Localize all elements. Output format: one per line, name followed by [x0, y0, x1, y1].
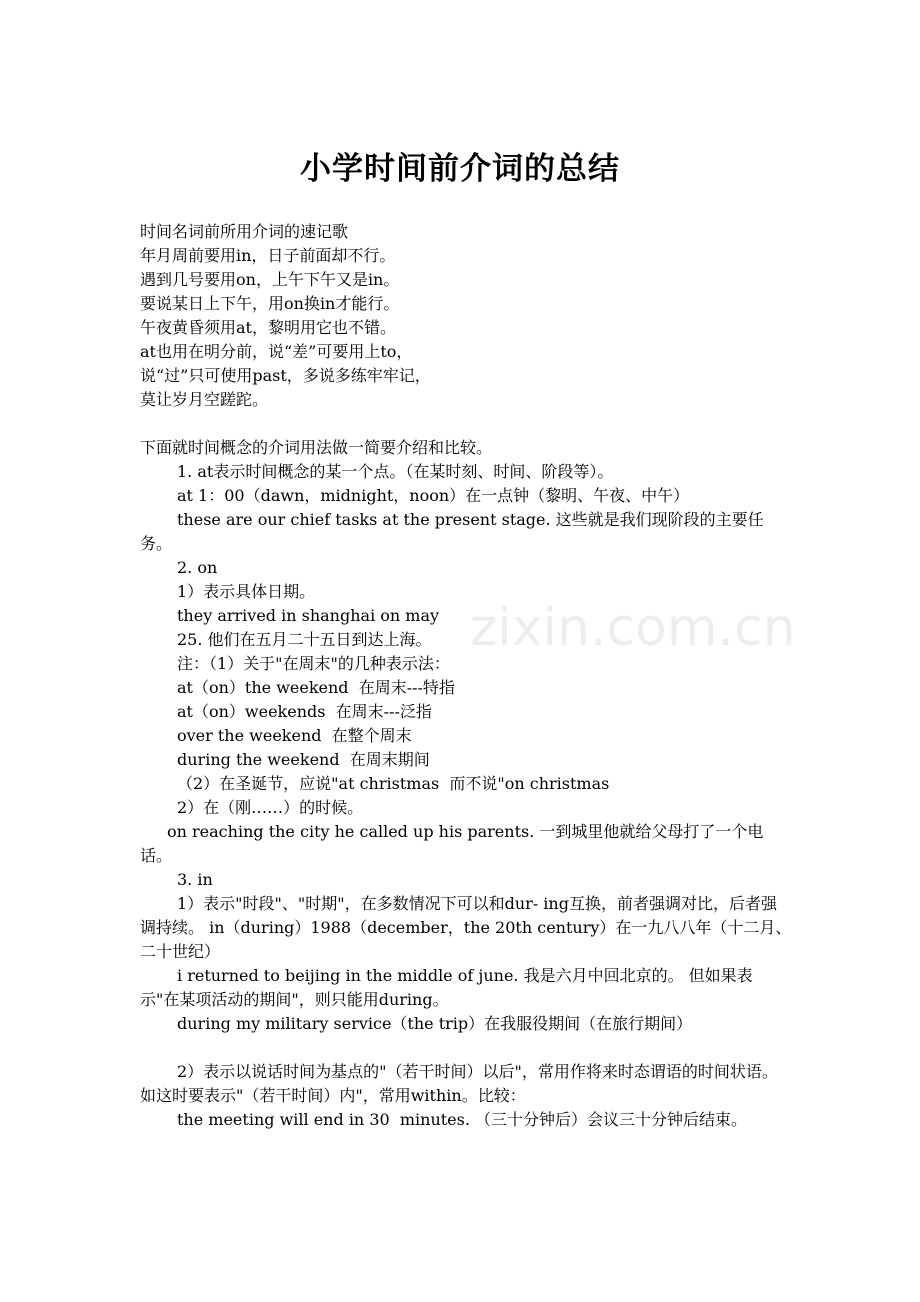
document-body: [140, 220, 792, 1132]
paragraph: 1）表示"时段"、"时期"，在多数情况下可以和dur- ing互换，前者强调对比，后者强调持续。 in（during）1988（december，the 20th century）在一九八八年（十二月、二十世纪）: [140, 894, 792, 961]
blank-line: [140, 412, 792, 436]
paragraph: at也用在明分前，说“差”可要用上to，: [140, 342, 413, 361]
paragraph: 注：（1）关于"在周末"的几种表示法：: [177, 654, 450, 673]
paragraph: 要说某日上下午，用on换in才能行。: [140, 294, 400, 313]
document-title: 小学时间前介词的总结: [300, 151, 620, 187]
paragraph: at 1：00（dawn，midnight，noon）在一点钟（黎明、午夜、中午）: [177, 486, 690, 505]
watermark: zixin.com.cn: [470, 598, 796, 658]
paragraph: 莫让岁月空蹉跎。: [140, 390, 269, 409]
paragraph: 25. 他们在五月二十五日到达上海。: [177, 630, 432, 649]
paragraph: during the weekend 在周末期间: [177, 750, 430, 769]
paragraph: during my military service（the trip）在我服役期间（在旅行期间）: [177, 1014, 693, 1033]
paragraph: 1. at表示时间概念的某一个点。（在某时刻、时间、阶段等）。: [177, 462, 614, 481]
paragraph: 3. in: [177, 870, 213, 889]
paragraph: 午夜黄昏须用at，黎明用它也不错。: [140, 318, 396, 337]
paragraph: the meeting will end in 30 minutes. （三十分钟后）会议三十分钟后结束。: [177, 1110, 748, 1129]
paragraph: 说“过”只可使用past，多说多练牢牢记，: [140, 366, 431, 385]
paragraph: 2. on: [177, 558, 218, 577]
paragraph: they arrived in shanghai on may: [177, 606, 440, 625]
paragraph: 2）表示以说话时间为基点的"（若干时间）以后"，常用作将来时态谓语的时间状语。如这时要表示"（若干时间）内"，常用within。比较：: [140, 1062, 778, 1105]
paragraph: at（on）weekends 在周末---泛指: [177, 702, 432, 721]
paragraph: 时间名词前所用介词的速记歌: [140, 222, 349, 241]
blank-line: [140, 1036, 792, 1060]
paragraph: 年月周前要用in，日子前面却不行。: [140, 246, 396, 265]
paragraph: （2）在圣诞节，应说"at christmas 而不说"on christmas: [177, 774, 610, 793]
paragraph: 1）表示具体日期。: [177, 582, 316, 601]
paragraph: 2）在（刚……）的时候。: [177, 798, 364, 817]
paragraph: on reaching the city he called up his parents. 一到城里他就给父母打了一个电话。: [140, 822, 764, 865]
paragraph: at（on）the weekend 在周末---特指: [177, 678, 455, 697]
paragraph: over the weekend 在整个周末: [177, 726, 412, 745]
paragraph: 下面就时间概念的介词用法做一简要介绍和比较。: [140, 438, 493, 457]
paragraph: these are our chief tasks at the present stage. 这些就是我们现阶段的主要任务。: [140, 510, 764, 553]
paragraph: i returned to beijing in the middle of june. 我是六月中回北京的。 但如果表示"在某项活动的期间"，则只能用during。: [140, 966, 753, 1009]
paragraph: 遇到几号要用on，上午下午又是in。: [140, 270, 400, 289]
